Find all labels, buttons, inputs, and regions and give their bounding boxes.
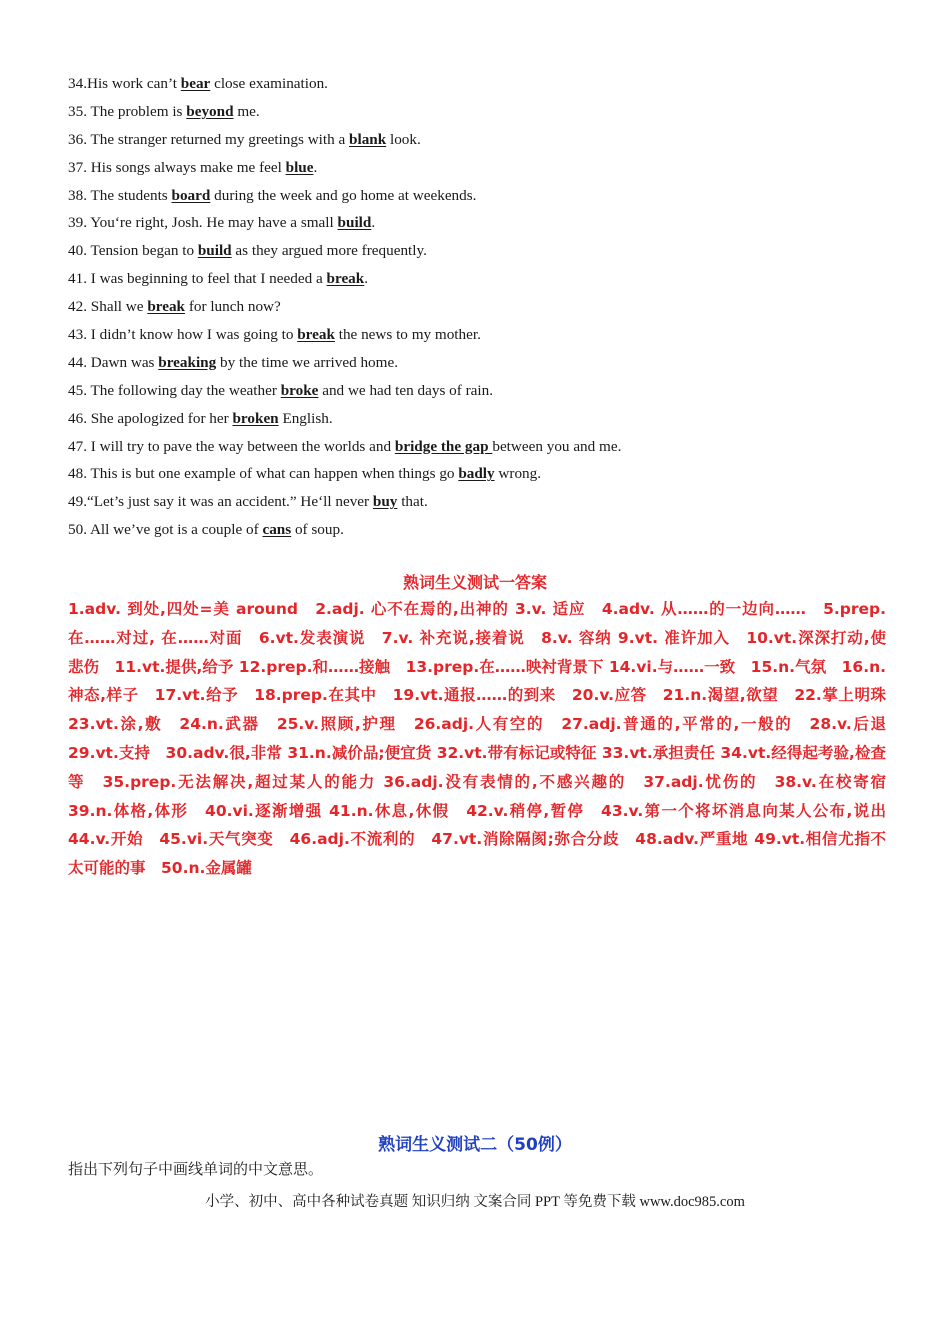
answer-line: 在……对过, 在……对面 6.vt.发表演说 7.v. 补充说,接着说 8.v. 容纳 9.vt. 准许加入 10.vt.深深打动,使	[68, 628, 886, 647]
underlined-word: broken	[232, 409, 279, 427]
answer-line: 1.adv. 到处,四处=美 around 2.adj. 心不在焉的,出神的 3.v. 适应 4.adv. 从……的一边向…… 5.prep.	[68, 600, 886, 618]
sentence-item: 45. The following day the weather broke and we had ten days of rain.	[68, 381, 494, 399]
underlined-word: bridge the gap	[394, 437, 493, 455]
sentence-item: 46. She apologized for her broken English.	[68, 409, 333, 427]
section-title: 熟词生义测试二（50例）	[378, 1135, 572, 1155]
underlined-word: board	[171, 186, 211, 204]
underlined-word: breaking	[158, 353, 217, 371]
underlined-word: blue	[285, 158, 314, 176]
sentence-item: 42. Shall we break for lunch now?	[68, 298, 281, 316]
underlined-word: badly	[458, 465, 495, 483]
instruction-text: 指出下列句子中画线单词的中文意思。	[68, 1160, 324, 1178]
answer-line: 神态,样子 17.vt.给予 18.prep.在其中 19.vt.通报……的到来 20.v.应答 21.n.渴望,欲望 22.掌上明珠	[68, 686, 886, 705]
sentence-item: 48. This is but one example of what can happen when things go badly wrong.	[68, 465, 542, 483]
answer-line: 29.vt.支持 30.adv.很,非常 31.n.减价品;便宜货 32.vt.带有标记或特征 33.vt.承担责任 34.vt.经得起考验,检查	[68, 743, 886, 762]
page-footer: 小学、初中、高中各种试卷真题 知识归纳 文案合同 PPT 等免费下载 www.doc985.com	[205, 1194, 745, 1210]
answer-line: 44.v.开始 45.vi.天气突变 46.adj.不流利的 47.vt.消除隔阂;弥合分歧 48.adv.严重地 49.vt.相信尤指不	[68, 830, 886, 849]
underlined-word: beyond	[186, 102, 234, 120]
answer-block	[68, 595, 886, 883]
underlined-word: break	[297, 326, 335, 344]
answer-line: 等 35.prep.无法解决,超过某人的能力 36.adj.没有表情的,不感兴趣的 37.adj.忧伤的 38.v.在校寄宿	[68, 772, 886, 791]
sentence-item: 37. His songs always make me feel blue.	[68, 158, 318, 176]
answer-line: 太可能的事 50.n.金属罐	[68, 859, 252, 878]
underlined-word: build	[337, 214, 372, 232]
underlined-word: broke	[280, 381, 319, 399]
underlined-word: build	[197, 242, 232, 260]
sentence-item: 50. All we’ve got is a couple of cans of soup.	[68, 521, 344, 539]
sentence-item: 49.“Let’s just say it was an accident.” He‘ll never buy that.	[68, 493, 428, 511]
answer-line: 39.n.体格,体形 40.vi.逐渐增强 41.n.休息,休假 42.v.稍停,暂停 43.v.第一个将坏消息向某人公布,说出	[68, 801, 886, 820]
answer-line: 悲伤 11.vt.提供,给予 12.prep.和……接触 13.prep.在……映衬背景下 14.vi.与……一致 15.n.气氛 16.n.	[68, 657, 886, 676]
sentence-item: 41. I was beginning to feel that I needed a break.	[68, 270, 369, 288]
underlined-word: buy	[372, 493, 398, 511]
sentence-item: 38. The students board during the week and go home at weekends.	[68, 186, 477, 204]
answer-title: 熟词生义测试一答案	[402, 573, 547, 592]
sentence-item: 34.His work can’t bear close examination.	[68, 75, 328, 92]
underlined-word: break	[326, 270, 365, 288]
underlined-word: blank	[349, 130, 387, 148]
sentence-item: 44. Dawn was breaking by the time we arrived home.	[68, 353, 399, 371]
sentence-item: 36. The stranger returned my greetings with a blank look.	[68, 130, 421, 148]
underlined-word: cans	[262, 521, 292, 539]
sentence-item: 43. I didn’t know how I was going to break the news to my mother.	[68, 326, 481, 344]
sentence-item: 39. You‘re right, Josh. He may have a small build.	[68, 214, 376, 232]
sentence-item: 35. The problem is beyond me.	[68, 102, 260, 120]
underlined-word: break	[147, 298, 186, 316]
sentence-item: 47. I will try to pave the way between the worlds and bridge the gap between you and me.	[68, 437, 622, 455]
underlined-word: bear	[180, 75, 211, 92]
sentence-item: 40. Tension began to build as they argued more frequently.	[68, 242, 427, 260]
sentence-list	[68, 70, 888, 544]
answer-line: 23.vt.涂,敷 24.n.武器 25.v.照顾,护理 26.adj.人有空的 27.adj.普通的,平常的,一般的 28.v.后退	[68, 715, 886, 734]
